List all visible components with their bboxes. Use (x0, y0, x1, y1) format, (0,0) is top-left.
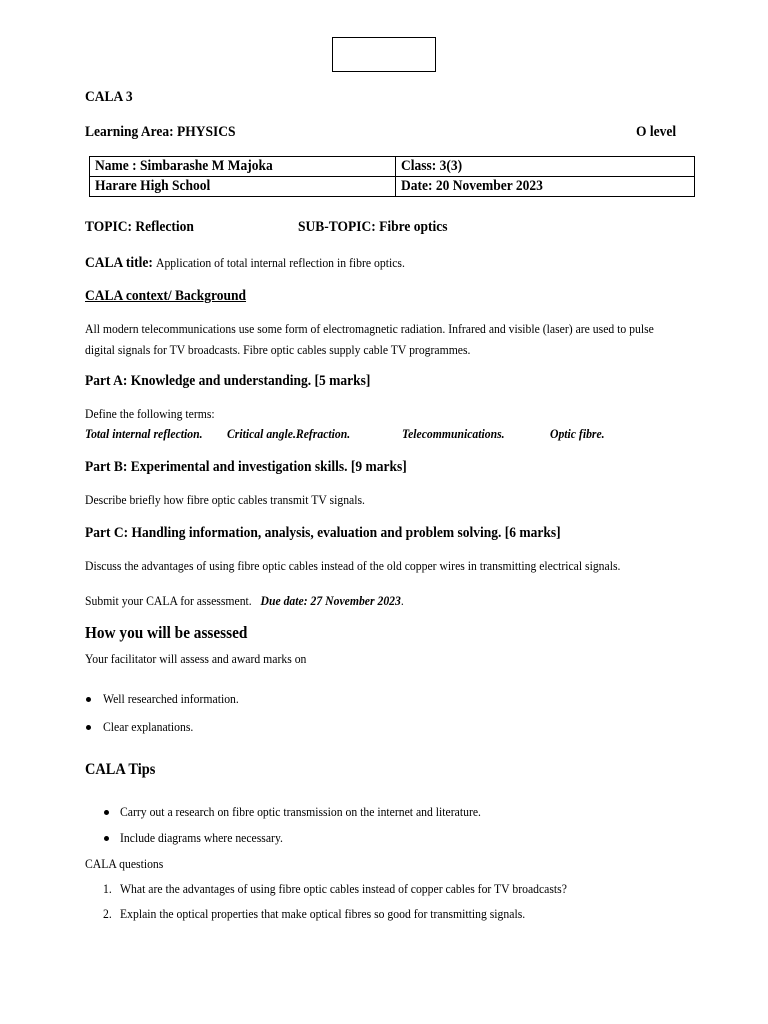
learning-area: Learning Area: PHYSICS (85, 124, 236, 140)
submit-text: Submit your CALA for assessment. (85, 593, 252, 608)
assessment-intro: Your facilitator will assess and award marks on (85, 651, 307, 666)
bullet-icon (104, 836, 109, 841)
cala-title-line (85, 254, 433, 272)
bullet-icon (104, 810, 109, 815)
tips-heading: CALA Tips (85, 761, 156, 778)
bullet-icon (86, 725, 91, 730)
top-empty-box (332, 37, 436, 72)
part-a-terms (85, 426, 203, 442)
date-cell: Date: 20 November 2023 (396, 177, 695, 197)
part-b-text: Describe briefly how fibre optic cables transmit TV signals. (85, 492, 365, 507)
sub-topic: SUB-TOPIC: Fibre optics (298, 219, 448, 235)
context-line-1: All modern telecommunications use some form of electromagnetic radiation. Infrared and visible (laser) are used to pulse (85, 321, 654, 336)
assessment-item: Clear explanations. (103, 719, 194, 734)
class-cell: Class: 3(3) (396, 157, 695, 177)
cala-title-text: Application of total internal reflection in fibre optics. (156, 255, 406, 270)
assessment-item: Well researched information. (103, 691, 239, 706)
part-a-heading: Part A: Knowledge and understanding. [5 marks] (85, 373, 371, 389)
submit-line (85, 593, 404, 609)
question-number: 1. (103, 881, 112, 896)
term-item: Optic fibre. (550, 426, 605, 441)
student-info-table (89, 156, 695, 197)
submit-period: . (400, 593, 404, 608)
tips-item: Include diagrams where necessary. (120, 830, 283, 845)
context-line-2: digital signals for TV broadcasts. Fibre optic cables supply cable TV programmes. (85, 342, 471, 357)
question-text: What are the advantages of using fibre optic cables instead of copper cables for TV broadcasts? (120, 881, 567, 896)
cala-title-label: CALA title: (85, 255, 153, 271)
name-cell: Name : Simbarashe M Majoka (90, 157, 396, 177)
due-date: Due date: 27 November 2023 (260, 593, 401, 608)
term-item: Telecommunications. (402, 426, 505, 441)
part-a-terms (402, 426, 505, 442)
part-a-terms (227, 426, 350, 442)
school-cell: Harare High School (90, 177, 396, 197)
part-a-instruction: Define the following terms: (85, 406, 215, 421)
term-item: Total internal reflection. (85, 426, 203, 441)
part-c-heading: Part C: Handling information, analysis, evaluation and problem solving. [6 marks] (85, 525, 561, 541)
term-item: Refraction. (295, 426, 351, 441)
table-row (90, 157, 695, 177)
topic: TOPIC: Reflection (85, 219, 194, 235)
context-heading: CALA context/ Background (85, 288, 247, 304)
tips-item: Carry out a research on fibre optic transmission on the internet and literature. (120, 804, 481, 819)
question-number: 2. (103, 906, 112, 921)
assessment-heading: How you will be assessed (85, 623, 248, 642)
questions-heading: CALA questions (85, 856, 164, 871)
cala-number: CALA 3 (85, 89, 133, 105)
part-b-heading: Part B: Experimental and investigation skills. [9 marks] (85, 459, 407, 475)
question-text: Explain the optical properties that make optical fibres so good for transmitting signals. (120, 906, 526, 921)
level-label: O level (636, 124, 677, 140)
table-row (90, 177, 695, 197)
term-item: Critical angle. (227, 426, 296, 441)
part-a-terms (550, 426, 605, 442)
part-c-text: Discuss the advantages of using fibre optic cables instead of the old copper wires in transmitting electrical signals. (85, 558, 621, 573)
bullet-icon (86, 697, 91, 702)
